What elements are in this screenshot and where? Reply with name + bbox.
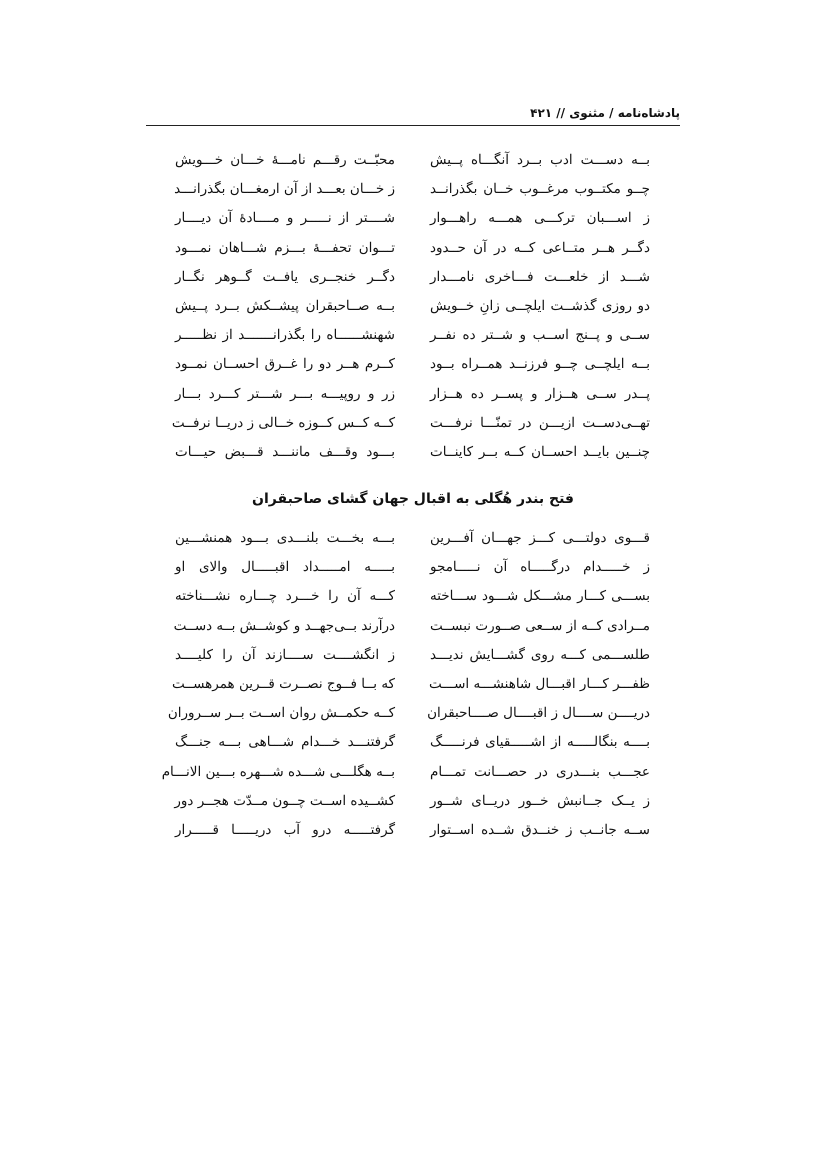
hemistich-first: بســـی کـــار مشـــکل شـــود ســـاخته [430, 588, 650, 605]
hemistich-second: بـــــه امـــــداد اقبـــــال والای او [175, 559, 395, 576]
couplet [170, 645, 650, 674]
hemistich-first: قـــوی دولتـــی کـــز جهـــان آفـــرین [430, 530, 650, 546]
hemistich-second: بــه هگلـــی شـــده شـــهره بـــین الانـــام [161, 763, 395, 780]
hemistich-first: ز اســـبان ترکـــی همـــه راهـــوار [430, 210, 650, 227]
hemistich-second: بـــه بخـــت بلنـــدی بـــود همنشـــین [175, 530, 395, 546]
hemistich-second: دگــر خنجــری یافــت گــوهر نگــار [175, 268, 395, 285]
hemistich-first: چــو مکتــوب مرغــوب خــان بگذرانــد [430, 181, 650, 198]
couplet [170, 528, 650, 557]
hemistich-second: شــــتر از نـــــر و مــــادۀ آن دیــــار [175, 210, 395, 227]
hemistich-first: ســه جانــب ز خنــدق شــده اســتوار [430, 821, 650, 838]
hemistich-second: تـــوان تحفـــۀ بـــزم شـــاهان نمـــود [175, 239, 395, 256]
hemistich-second: کــه حکمــش روان اســت بــر ســروران [167, 705, 395, 722]
hemistich-first: تهــی‌دســت ازیـــن در تمنّـــا نرفـــت [430, 414, 650, 431]
hemistich-first: دو روزی گذشــت ایلچــی زانِ خــویش [430, 297, 650, 314]
hemistich-first: چنــین بایــد احســان کــه بــر کاینــات [430, 443, 650, 460]
hemistich-second: گرفتـــــه درو آب دریـــــا قـــــرار [175, 821, 395, 838]
couplet [170, 557, 650, 586]
couplet [170, 354, 650, 383]
couplet [170, 820, 650, 849]
poem-section-1 [170, 150, 650, 471]
poem-section-2 [161, 528, 650, 849]
hemistich-first: دریــــن ســــال ز اقبــــال صــــاحبقران [427, 705, 650, 722]
hemistich-first: بــــه بنگالـــــه از اشـــــقیای فرنـــــگ [430, 734, 650, 751]
hemistich-second: ز انگشــــت ســــازند آن را کلیــــد [175, 646, 395, 663]
couplet [170, 616, 650, 645]
couplet [170, 179, 650, 208]
hemistich-second: گرفتنـــد خـــدام شـــاهی بـــه جنـــگ [175, 734, 395, 751]
hemistich-second: بــه صــاحبقران پیشــکش بــرد پــیش [175, 297, 395, 314]
couplet [170, 150, 650, 179]
couplet [170, 267, 650, 296]
couplet [170, 413, 650, 442]
hemistich-second: کــرم هــر دو را غــرق احســان نمــود [175, 356, 395, 373]
hemistich-first: عجـــب بنـــدری در حصـــانت تمـــام [430, 763, 650, 780]
couplet [161, 762, 650, 791]
hemistich-second: شهنشــــــاه را بگذرانـــــــد از نظـــــر [175, 327, 395, 344]
hemistich-first: پــدر ســی هــزار و پســر ده هــزار [430, 385, 650, 402]
couplet [170, 791, 650, 820]
couplet [170, 325, 650, 354]
running-head: پادشاه‌نامه / مثنوی // ۴۲۱ [530, 106, 680, 120]
hemistich-second: کــه کــس کــوزه خــالی ز دریــا نرفــت [171, 414, 395, 431]
couplet [170, 732, 650, 761]
hemistich-first: بــه دســـت ادب بــرد آنگـــاه پــیش [430, 152, 650, 168]
header-rule [146, 125, 680, 126]
couplet [170, 208, 650, 237]
hemistich-second: درآرند بــی‌جهــد و کوشــش بــه دســت [173, 617, 395, 634]
hemistich-second: کـــه آن را خـــرد چـــاره نشـــناخته [175, 588, 395, 605]
hemistich-first: ظفـــر کـــار اقبـــال شاهنشـــه اســـت [429, 675, 650, 692]
hemistich-first: ز یــک جــانبش خــور دریــای شــور [430, 792, 650, 809]
hemistich-first: طلســـمی کـــه روی گشـــایش ندیـــد [430, 646, 650, 663]
hemistich-first: دگــر هــر متــاعی کــه در آن حــدود [430, 239, 650, 256]
hemistich-second: ز خـــان بعـــد از آن ارمغـــان بگذرانـــد [174, 181, 395, 198]
couplet [167, 703, 650, 732]
couplet [170, 442, 650, 471]
hemistich-second: که بــا فــوج نصــرت قــرین همرهســت [171, 675, 395, 692]
couplet [170, 674, 650, 703]
hemistich-first: بــه ایلچــی چــو فرزنــد همــراه بــود [430, 356, 650, 373]
couplet [170, 586, 650, 615]
section-title: فتح بندر هُگلی به اقبال جهان گشای صاحبقران [252, 491, 574, 507]
hemistich-second: محبّــت رقـــم نامـــۀ خـــان خـــویش [175, 152, 395, 168]
couplet [170, 296, 650, 325]
hemistich-first: مــرادی کــه از ســعی صــورت نبســت [430, 617, 650, 634]
page-header [146, 103, 680, 125]
hemistich-second: بـــود وقـــف ماننـــد قـــبض حیـــات [175, 443, 395, 460]
couplet [170, 384, 650, 413]
hemistich-first: ســی و پــنج اســب و شــتر ده نفــر [430, 327, 650, 344]
hemistich-first: ز خـــــدام درگـــــاه آن نـــــامجو [430, 559, 650, 576]
couplet [170, 238, 650, 267]
hemistich-second: زر و روپیـــه بـــر شـــتر کـــرد بـــار [175, 385, 395, 402]
hemistich-first: شـــد از خلعـــت فـــاخری نامـــدار [430, 268, 650, 285]
hemistich-second: کشــیده اســت چــون مــدّت هجــر دور [174, 792, 395, 809]
